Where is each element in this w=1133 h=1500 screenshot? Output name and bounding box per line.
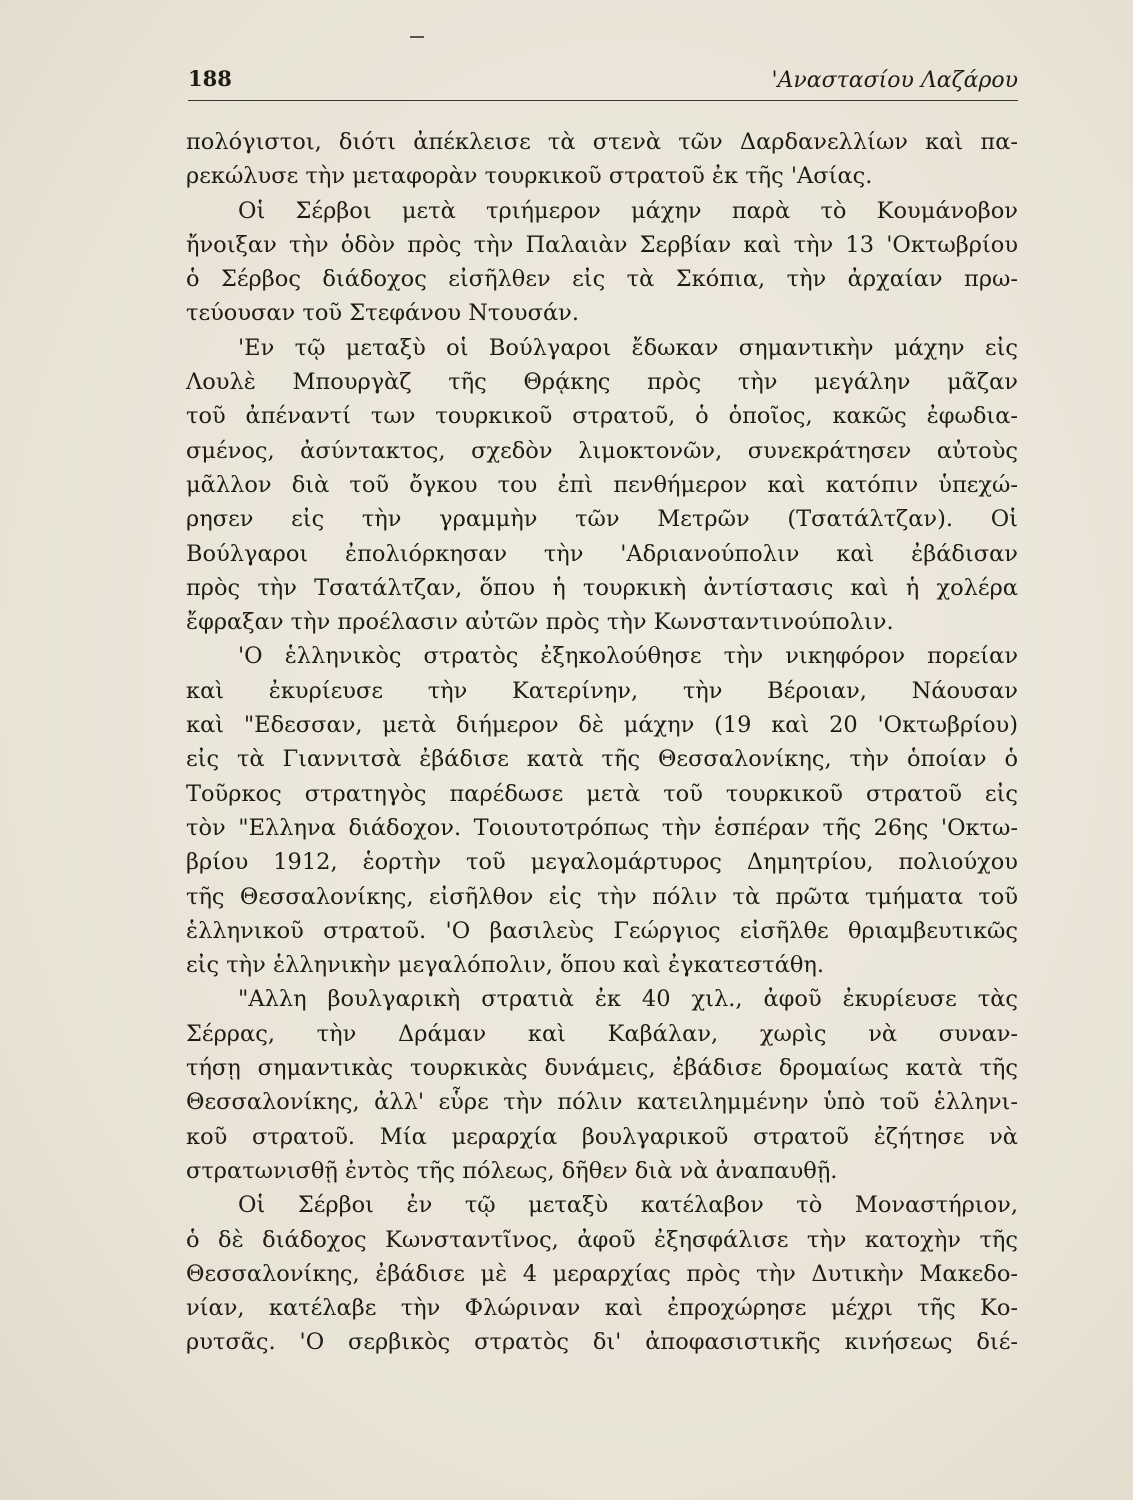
text-line: τήσῃ σημαντικὰς τουρκικὰς δυνάμεις, ἐβάδισε δρομαίως κατὰ τῆς (186, 1055, 1018, 1082)
running-head: 'Αναστασίου Λαζάρου (771, 68, 1018, 93)
text-line: καὶ ἐκυρίευσε τὴν Κατερίνην, τὴν Βέροιαν, Νάουσαν (186, 677, 1018, 704)
text-line: μᾶλλον διὰ τοῦ ὄγκου του ἐπὶ πενθήμερον καὶ κατόπιν ὑπεχώ- (186, 471, 1018, 498)
header-rule (188, 100, 1018, 101)
text-line: πρὸς τὴν Τσατάλτζαν, ὅπου ἡ τουρκικὴ ἀντίστασις καὶ ἡ χολέρα (186, 574, 1018, 601)
text-line: ἑλληνικοῦ στρατοῦ. 'Ο βασιλεὺς Γεώργιος εἰσῆλθε θριαμβευτικῶς (186, 917, 1018, 944)
text-line: βρίου 1912, ἑορτὴν τοῦ μεγαλομάρτυρος Δημητρίου, πολιούχου (186, 849, 1018, 876)
page-number: 188 (188, 66, 232, 91)
text-line: Θεσσαλονίκης, ἀλλ' εὗρε τὴν πόλιν κατειλημμένην ὑπὸ τοῦ ἑλληνι- (186, 1089, 1018, 1116)
text-line: Λουλὲ Μπουργὰζ τῆς Θρᾴκης πρὸς τὴν μεγάλην μᾶζαν (186, 369, 1018, 396)
text-line: 'Εν τῷ μεταξὺ οἱ Βούλγαροι ἔδωκαν σημαντικὴν μάχην εἰς (238, 334, 1018, 361)
text-line: ρεκώλυσε τὴν μεταφορὰν τουρκικοῦ στρατοῦ ἐκ τῆς 'Ασίας. (186, 163, 873, 190)
text-line: τὸν "Ελληνα διάδοχον. Τοιουτοτρόπως τὴν ἑσπέραν τῆς 26ης 'Οκτω- (186, 814, 1018, 841)
text-line: πολόγιστοι, διότι ἀπέκλεισε τὰ στενὰ τῶν Δαρδανελλίων καὶ πα- (186, 129, 1018, 155)
text-line: Τοῦρκος στρατηγὸς παρέδωσε μετὰ τοῦ τουρκικοῦ στρατοῦ εἰς (186, 780, 1018, 807)
text-line: στρατωνισθῇ ἐντὸς τῆς πόλεως, δῆθεν διὰ νὰ ἀναπαυθῇ. (186, 1157, 838, 1184)
text-line: τοῦ ἀπέναντί των τουρκικοῦ στρατοῦ, ὁ ὁποῖος, κακῶς ἐφωδια- (186, 403, 1018, 430)
text-line: Βούλγαροι ἐπολιόρκησαν τὴν 'Αδριανούπολιν καὶ ἐβάδισαν (186, 540, 1018, 567)
text-line: ρησεν εἰς τὴν γραμμὴν τῶν Μετρῶν (Τσατάλτζαν). Οἱ (186, 506, 1018, 533)
text-line: Οἱ Σέρβοι μετὰ τριήμερον μάχην παρὰ τὸ Κουμάνοβον (238, 197, 1018, 224)
text-line: Σέρρας, τὴν Δράμαν καὶ Καβάλαν, χωρὶς νὰ συναν- (186, 1020, 1018, 1047)
text-line: εἰς τὴν ἑλληνικὴν μεγαλόπολιν, ὅπου καὶ ἐγκατεστάθη. (186, 952, 825, 979)
text-line: εἰς τὰ Γιαννιτσὰ ἐβάδισε κατὰ τῆς Θεσσαλονίκης, τὴν ὁποίαν ὁ (186, 746, 1018, 773)
text-line: ἤνοιξαν τὴν ὁδὸν πρὸς τὴν Παλαιὰν Σερβίαν καὶ τὴν 13 'Οκτωβρίου (186, 231, 1018, 258)
text-line: ρυτσᾶς. 'Ο σερβικὸς στρατὸς δι' ἀποφασιστικῆς κινήσεως διέ- (186, 1329, 1018, 1356)
scan-mark (410, 36, 424, 38)
text-line: σμένος, ἀσύντακτος, σχεδὸν λιμοκτονῶν, συνεκράτησεν αὐτοὺς (186, 437, 1018, 464)
page-header (188, 62, 1018, 98)
text-line: τῆς Θεσσαλονίκης, εἰσῆλθον εἰς τὴν πόλιν τὰ πρῶτα τμήματα τοῦ (186, 883, 1018, 910)
body-text (186, 125, 1018, 1360)
text-line: κοῦ στρατοῦ. Μία μεραρχία βουλγαρικοῦ στρατοῦ ἐζήτησε νὰ (186, 1123, 1018, 1150)
text-line: ὁ Σέρβος διάδοχος εἰσῆλθεν εἰς τὰ Σκόπια, τὴν ἀρχαίαν πρω- (186, 266, 1018, 293)
text-line: ὁ δὲ διάδοχος Κωνσταντῖνος, ἀφοῦ ἐξησφάλισε τὴν κατοχὴν τῆς (186, 1226, 1018, 1253)
text-line: Θεσσαλονίκης, ἐβάδισε μὲ 4 μεραρχίας πρὸς τὴν Δυτικὴν Μακεδο- (186, 1260, 1018, 1287)
text-line: 'Ο ἑλληνικὸς στρατὸς ἐξηκολούθησε τὴν νικηφόρον πορείαν (238, 643, 1018, 670)
text-line: νίαν, κατέλαβε τὴν Φλώριναν καὶ ἐπροχώρησε μέχρι τῆς Κο- (186, 1295, 1018, 1322)
text-line: Οἱ Σέρβοι ἐν τῷ μεταξὺ κατέλαβον τὸ Μοναστήριον, (238, 1192, 1018, 1219)
text-line: ἔφραξαν τὴν προέλασιν αὐτῶν πρὸς τὴν Κωνσταντινούπολιν. (186, 609, 894, 636)
text-line: καὶ "Εδεσσαν, μετὰ διήμερον δὲ μάχην (19 καὶ 20 'Οκτωβρίου) (186, 712, 1018, 739)
text-line: τεύουσαν τοῦ Στεφάνου Ντουσάν. (186, 300, 579, 327)
text-line: "Αλλη βουλγαρικὴ στρατιὰ ἐκ 40 χιλ., ἀφοῦ ἐκυρίευσε τὰς (238, 986, 1018, 1013)
